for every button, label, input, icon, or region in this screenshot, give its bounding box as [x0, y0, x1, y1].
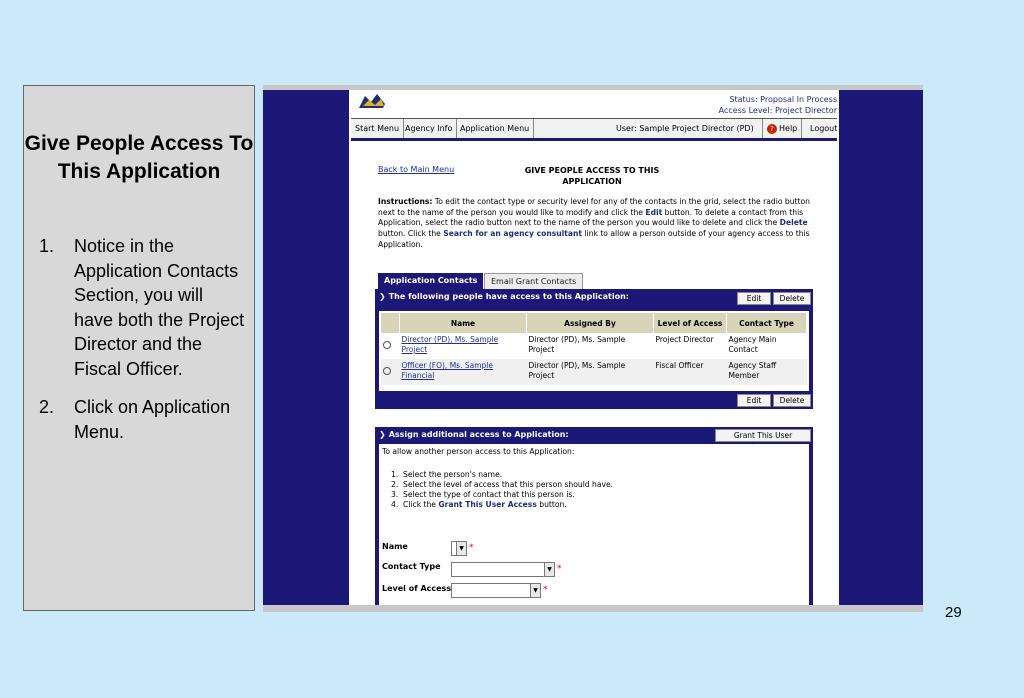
assign-intro-text: To allow another person access to this Application:: [382, 447, 575, 456]
delete-keyword: Delete: [779, 218, 808, 228]
contact-type-select[interactable]: [451, 562, 555, 577]
contact-type-cell: Agency Staff Member: [727, 359, 807, 385]
row-select-cell: [381, 359, 400, 385]
name-cell: [400, 333, 527, 359]
contacts-table: [381, 313, 807, 385]
agency-logo-icon: [357, 92, 387, 110]
tab-application-contacts[interactable]: Application Contacts: [378, 273, 483, 289]
step-text: Select the level of access that this person should have.: [403, 480, 614, 489]
instructions-part: button. Click the: [378, 229, 441, 239]
table-header-row: [381, 313, 807, 333]
instructions-text: [378, 197, 818, 251]
chevron-down-icon: ▼: [544, 563, 554, 576]
tab-email-grant-contacts[interactable]: Email Grant Contacts: [484, 273, 583, 289]
user-label: User: Sample Project Director (PD): [616, 124, 754, 133]
edit-button-bottom[interactable]: Edit: [737, 394, 771, 407]
app-page: [349, 90, 839, 605]
slide-title: Give People Access To This Application: [24, 132, 254, 183]
delete-button[interactable]: Delete: [773, 292, 811, 305]
radio-column-header: [381, 313, 400, 333]
name-field-label: Name: [382, 542, 408, 551]
start-menu-button[interactable]: Start Menu: [351, 119, 404, 138]
assigned-by-cell: Director (PD), Ms. Sample Project: [527, 359, 654, 385]
chevron-down-icon: ▼: [456, 542, 466, 555]
instructions-part: To edit the contact type or security level for any of the contacts in the grid, select the radio button next to the name of the person you would like to modify and click the: [378, 197, 810, 217]
contact-type-field-label: Contact Type: [382, 562, 441, 571]
list-item: [391, 490, 613, 500]
assign-steps-list: [391, 470, 613, 510]
app-screenshot: [263, 85, 923, 612]
instructions-part: link to allow a person outside of your agency access to this Application.: [378, 229, 810, 249]
expand-arrow-icon: ❯: [379, 430, 386, 439]
assign-panel-body: [379, 444, 809, 605]
name-select[interactable]: [451, 541, 467, 556]
contact-name-link[interactable]: Officer (FO), Ms. Sample Financial: [401, 361, 493, 380]
step-text: button.: [539, 500, 567, 509]
level-of-access-select[interactable]: [451, 583, 541, 598]
delete-button-bottom[interactable]: Delete: [773, 394, 811, 407]
item-number: 1.: [39, 236, 55, 256]
level-cell: Project Director: [655, 335, 714, 344]
contact-type-cell: Agency Main Contact: [728, 335, 777, 354]
page-number: 29: [945, 604, 962, 621]
nav-bar: [351, 118, 837, 139]
assign-panel-header: [379, 430, 569, 440]
contact-name-link[interactable]: Director (PD), Ms. Sample Project: [401, 335, 499, 354]
help-button[interactable]: [762, 119, 802, 138]
level-cell: Fiscal Officer: [654, 359, 727, 385]
page-title: GIVE PEOPLE ACCESS TO THIS APPLICATION: [524, 166, 660, 186]
grant-user-access-button[interactable]: Grant This User: [715, 429, 811, 442]
row-radio-button[interactable]: [383, 367, 391, 375]
step-number: 2.: [391, 480, 399, 489]
contacts-panel-header: [379, 292, 629, 302]
step-text: Click the: [403, 500, 436, 509]
instructions-label: Instructions:: [378, 197, 433, 206]
column-header: Name: [400, 313, 527, 333]
column-header: Level of Access: [654, 313, 727, 333]
level-of-access-field-label: Level of Access: [382, 584, 452, 593]
instructions-part: button. To delete a contact from this Application, select the radio button next to the name of the person you would like to delete and click the: [378, 207, 804, 228]
instruction-item: [24, 234, 254, 381]
logout-button[interactable]: Logout: [810, 124, 838, 133]
status-block: [719, 94, 837, 116]
table-row: [381, 359, 807, 385]
list-item: [391, 480, 613, 490]
item-text: Click on Application Menu.: [74, 397, 231, 442]
browser-bottom-edge: [263, 605, 923, 612]
application-contacts-panel: [375, 289, 813, 409]
application-menu-button[interactable]: Application Menu: [456, 119, 534, 138]
required-marker: *: [469, 543, 474, 553]
contacts-grid: [379, 311, 809, 391]
help-label: Help: [779, 124, 798, 133]
row-radio-button[interactable]: [383, 341, 391, 349]
edit-keyword: Edit: [645, 207, 663, 217]
item-number: 2.: [39, 397, 55, 417]
chevron-down-icon: ▼: [530, 584, 540, 597]
contacts-panel-title: The following people have access to this Application:: [388, 292, 629, 301]
assign-panel-title: Assign additional access to Application:: [388, 430, 569, 439]
instruction-item: [24, 395, 254, 444]
step-number: 1.: [391, 470, 399, 479]
edit-button[interactable]: Edit: [737, 292, 771, 305]
name-cell: [400, 359, 527, 385]
step-number: 3.: [391, 490, 399, 499]
assign-access-panel: [375, 427, 813, 605]
back-to-main-menu-link[interactable]: Back to Main Menu: [378, 165, 455, 174]
expand-arrow-icon: ❯: [379, 292, 386, 301]
step-number: 4.: [391, 500, 399, 509]
grant-keyword: Grant This User Access: [438, 500, 537, 509]
step-text: Select the person's name.: [403, 470, 503, 479]
column-header: Contact Type: [727, 313, 807, 333]
status-text: Status: Proposal In Process: [729, 95, 837, 104]
help-icon: ?: [767, 124, 777, 134]
required-marker: *: [557, 564, 562, 574]
assigned-by-cell: Director (PD), Ms. Sample Project: [528, 335, 626, 354]
item-text: Notice in the Application Contacts Section, you will have both the Project Director and the Fiscal Officer.: [74, 236, 245, 379]
row-select-cell: [381, 333, 400, 359]
step-text: Select the type of contact that this person is.: [403, 490, 575, 499]
search-agency-consultant-link[interactable]: Search for an agency consultant: [443, 229, 583, 239]
nav-divider: [351, 138, 837, 141]
column-header: Assigned By: [527, 313, 654, 333]
agency-info-button[interactable]: Agency Info: [401, 119, 457, 138]
required-marker: *: [543, 585, 548, 595]
list-item: [391, 500, 613, 510]
table-row: [381, 333, 807, 359]
instruction-panel: [23, 85, 255, 611]
list-item: [391, 470, 613, 480]
instruction-list: [24, 234, 254, 444]
access-level-text: Access Level: Project Director: [718, 106, 837, 115]
